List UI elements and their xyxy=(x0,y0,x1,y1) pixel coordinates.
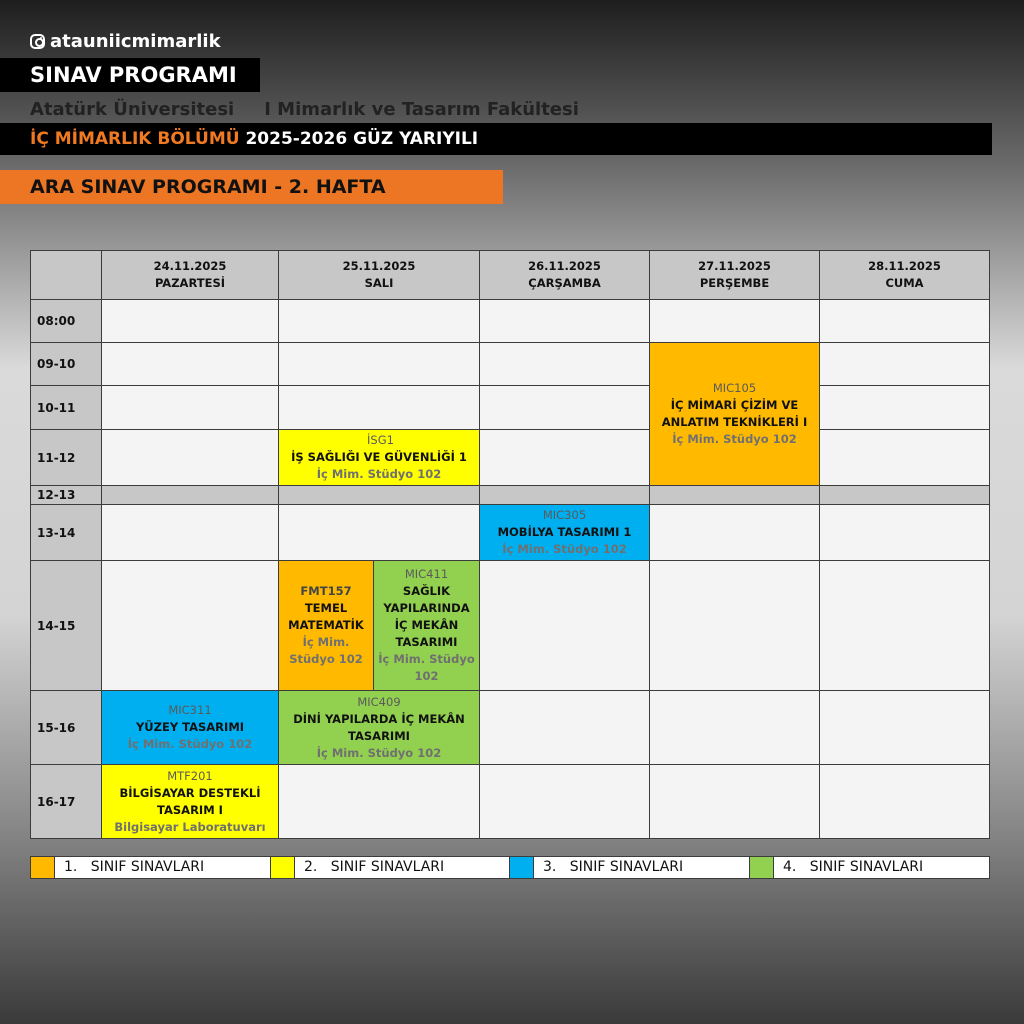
empty-slot xyxy=(819,690,990,765)
day-date: 27.11.2025 xyxy=(698,259,771,273)
day-name: ÇARŞAMBA xyxy=(528,276,601,290)
legend-label: 1. SINIF SINAVLARI xyxy=(64,859,205,875)
exam-schedule-table xyxy=(30,250,990,839)
day-date: 28.11.2025 xyxy=(868,259,941,273)
empty-slot xyxy=(278,385,480,430)
empty-slot xyxy=(479,429,650,486)
day-name: SALI xyxy=(364,276,394,290)
empty-slot xyxy=(819,504,990,561)
exam-mic311[interactable] xyxy=(101,690,279,765)
time-slot: 08:00 xyxy=(30,299,102,343)
day-name: CUMA xyxy=(885,276,924,290)
corner-cell xyxy=(30,250,102,300)
lunch-slot xyxy=(649,485,820,505)
handle-bold: atauni xyxy=(50,30,115,52)
legend-item-year3 xyxy=(509,856,750,879)
time-slot: 09-10 xyxy=(30,342,102,386)
exam-code: MIC311 xyxy=(168,703,212,717)
exam-room: İç Mim. Stüdyo 102 xyxy=(672,432,797,446)
instagram-icon xyxy=(30,34,45,49)
exam-name: İŞ SAĞLIĞI VE GÜVENLİĞİ 1 xyxy=(291,450,467,464)
day-header-thursday xyxy=(649,250,820,300)
empty-slot xyxy=(101,385,279,430)
empty-slot xyxy=(819,385,990,430)
empty-slot xyxy=(101,299,279,343)
faculty-name: I Mimarlık ve Tasarım Fakültesi xyxy=(264,99,579,120)
empty-slot xyxy=(649,299,820,343)
exam-mic409[interactable] xyxy=(278,690,480,765)
empty-slot xyxy=(649,764,820,839)
term-name: 2025-2026 GÜZ YARIYILI xyxy=(245,129,479,149)
time-slot: 15-16 xyxy=(30,690,102,765)
legend-item-year4 xyxy=(749,856,990,879)
legend-swatch xyxy=(271,857,295,878)
day-header-monday xyxy=(101,250,279,300)
empty-slot xyxy=(278,342,480,386)
empty-slot xyxy=(479,385,650,430)
university-name: Atatürk Üniversitesi xyxy=(30,99,235,120)
lunch-slot xyxy=(819,485,990,505)
exam-room: Bilgisayar Laboratuvarı xyxy=(114,819,266,834)
legend-item-year2 xyxy=(270,856,510,879)
time-slot: 16-17 xyxy=(30,764,102,839)
exam-isg1[interactable] xyxy=(278,429,480,486)
exam-name: MOBİLYA TASARIMI 1 xyxy=(497,525,632,539)
empty-slot xyxy=(819,299,990,343)
legend-swatch xyxy=(750,857,774,878)
legend-swatch xyxy=(510,857,534,878)
exam-code: MIC105 xyxy=(712,381,757,395)
exam-mic305[interactable] xyxy=(479,504,650,561)
exam-week-title: ARA SINAV PROGRAMI - 2. HAFTA xyxy=(0,170,503,204)
empty-slot xyxy=(649,504,820,561)
exam-fmt157[interactable] xyxy=(278,560,374,691)
department-name: İÇ MİMARLIK BÖLÜMÜ xyxy=(30,129,240,149)
empty-slot xyxy=(479,560,650,691)
day-header-friday xyxy=(819,250,990,300)
exam-name: DİNİ YAPILARDA İÇ MEKÂN TASARIMI xyxy=(293,711,465,743)
exam-mic105[interactable] xyxy=(649,342,820,486)
faculty-line xyxy=(30,96,579,124)
empty-slot xyxy=(479,299,650,343)
empty-slot xyxy=(278,504,480,561)
exam-name: BİLGİSAYAR DESTEKLİ TASARIM I xyxy=(119,785,261,817)
exam-name: TEMEL MATEMATİK xyxy=(288,601,364,632)
day-date: 24.11.2025 xyxy=(153,259,227,273)
exam-code: FMT157 xyxy=(300,584,352,598)
time-slot: 14-15 xyxy=(30,560,102,691)
exam-room: İç Mim. Stüdyo 102 xyxy=(378,652,475,683)
lunch-slot xyxy=(479,485,650,505)
empty-slot xyxy=(101,429,279,486)
time-slot: 10-11 xyxy=(30,385,102,430)
exam-code: MIC409 xyxy=(357,694,401,709)
empty-slot xyxy=(101,504,279,561)
legend-label: 2. SINIF SINAVLARI xyxy=(304,859,445,875)
legend-swatch xyxy=(31,857,55,878)
empty-slot xyxy=(278,764,480,839)
exam-code: MIC411 xyxy=(404,567,449,581)
day-name: PAZARTESİ xyxy=(154,276,226,290)
day-date: 25.11.2025 xyxy=(342,259,416,273)
department-bar xyxy=(0,123,992,155)
empty-slot xyxy=(819,764,990,839)
exam-name: İÇ MİMARİ ÇİZİM VE ANLATIM TEKNİKLERİ I xyxy=(661,398,808,429)
lunch-slot xyxy=(278,485,480,505)
legend-item-year1 xyxy=(30,856,271,879)
exam-mtf201[interactable] xyxy=(101,764,279,839)
empty-slot xyxy=(819,429,990,486)
lunch-slot xyxy=(101,485,279,505)
empty-slot xyxy=(278,299,480,343)
empty-slot xyxy=(649,560,820,691)
empty-slot xyxy=(101,560,279,691)
legend-label: 4. SINIF SINAVLARI xyxy=(783,859,924,875)
instagram-handle xyxy=(30,28,221,54)
exam-room: İç Mim. Stüdyo 102 xyxy=(127,737,253,751)
exam-room: İç Mim. Stüdyo 102 xyxy=(316,745,442,760)
day-header-wednesday xyxy=(479,250,650,300)
empty-slot xyxy=(479,690,650,765)
empty-slot xyxy=(819,560,990,691)
empty-slot xyxy=(479,342,650,386)
exam-room: İç Mim. Stüdyo 102 xyxy=(316,467,442,481)
handle-rest: icmimarlik xyxy=(114,30,221,52)
exam-room: İç Mim. Stüdyo 102 xyxy=(502,542,627,556)
day-header-tuesday xyxy=(278,250,480,300)
time-slot: 12-13 xyxy=(30,485,102,505)
exam-name: YÜZEY TASARIMI xyxy=(135,720,245,734)
exam-code: MIC305 xyxy=(542,508,587,522)
exam-mic411[interactable] xyxy=(373,560,480,691)
exam-name: SAĞLIK YAPILARINDA İÇ MEKÂN TASARIMI xyxy=(383,584,470,649)
exam-code: İSG1 xyxy=(367,433,394,447)
exam-code: MTF201 xyxy=(167,768,213,783)
page-title: SINAV PROGRAMI xyxy=(0,58,260,92)
time-slot: 13-14 xyxy=(30,504,102,561)
time-slot: 11-12 xyxy=(30,429,102,486)
legend-label: 3. SINIF SINAVLARI xyxy=(543,859,684,875)
day-name: PERŞEMBE xyxy=(699,276,770,290)
day-date: 26.11.2025 xyxy=(528,259,601,273)
exam-room: İç Mim. Stüdyo 102 xyxy=(289,635,363,666)
empty-slot xyxy=(479,764,650,839)
empty-slot xyxy=(101,342,279,386)
color-legend xyxy=(30,856,990,879)
empty-slot xyxy=(649,690,820,765)
empty-slot xyxy=(819,342,990,386)
